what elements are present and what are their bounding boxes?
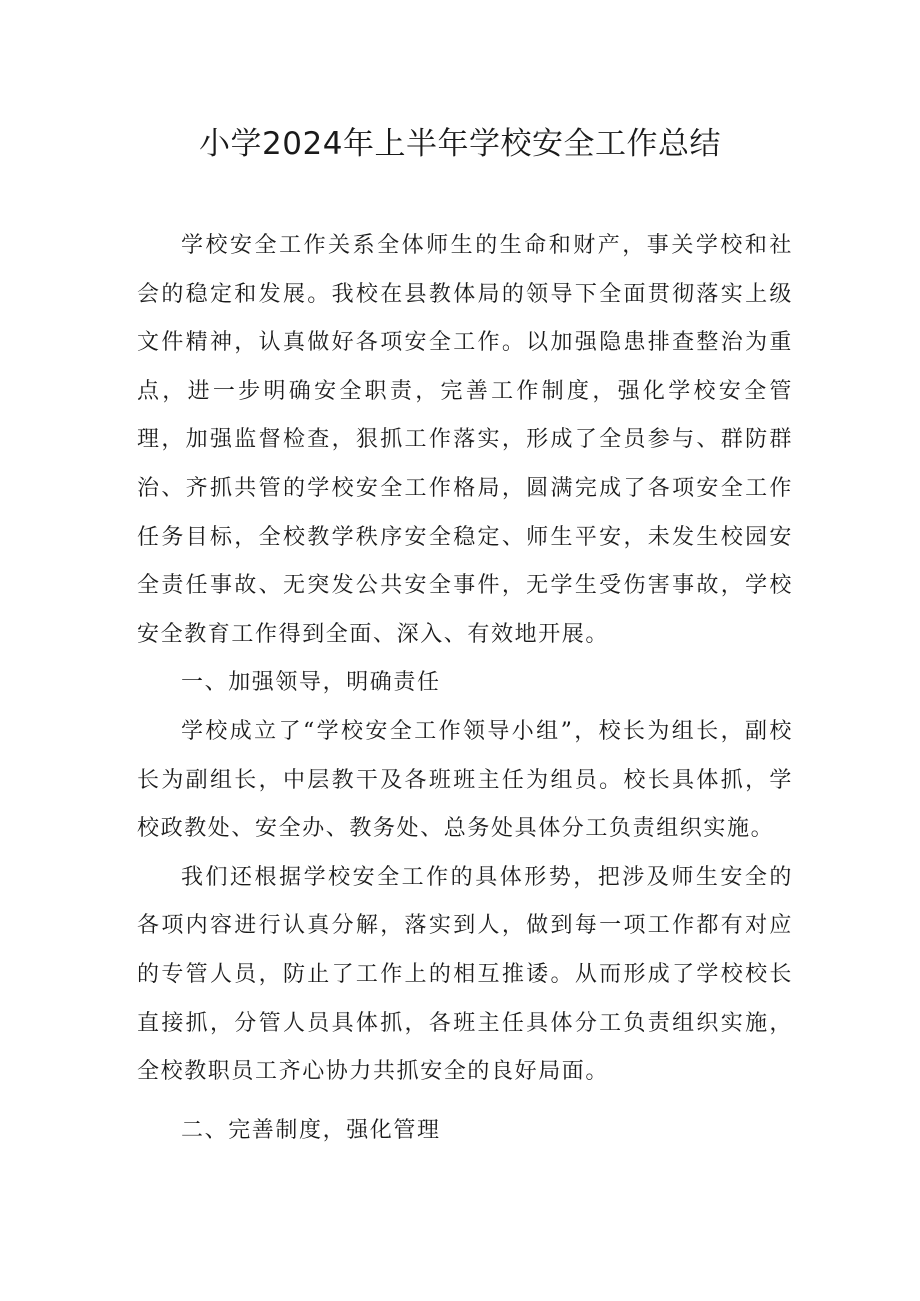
intro-paragraph: 学校安全工作关系全体师生的生命和财产，事关学校和社会的稳定和发展。我校在县教体局的领导下全面贯彻落实上级文件精神，认真做好各项安全工作。以加强隐患排查整治为重点，进一步明确安全职责，完善工作制度，强化学校安全管理，加强监督检查，狠抓工作落实，形成了全员参与、群防群治、齐抓共管的学校安全工作格局，圆满完成了各项安全工作任务目标，全校教学秩序安全稳定、师生平安，未发生校园安全责任事故、无突发公共安全事件，无学生受伤害事故，学校安全教育工作得到全面、深入、有效地开展。 [137,233,793,647]
section-heading-2: 二、完善制度，强化管理 [181,1117,441,1143]
paragraph-responsibility: 我们还根据学校安全工作的具体形势，把涉及师生安全的各项内容进行认真分解，落实到人，做到每一项工作都有对应的专管人员，防止了工作上的相互推诿。从而形成了学校校长直接抓，分管人员具体抓，各班主任具体分工负责组织实施，全校教职员工齐心协力共抓安全的良好局面。 [137,864,793,1085]
paragraph-leadership-group: 学校成立了“学校安全工作领导小组”，校长为组长，副校长为副组长，中层教干及各班班主任为组员。校长具体抓，学校政教处、安全办、教务处、总务处具体分工负责组织实施。 [137,718,793,842]
document-body [137,222,793,1155]
section-heading-1: 一、加强领导，明确责任 [181,670,441,696]
document-title: 小学2024年上半年学校安全工作总结 [199,126,721,162]
